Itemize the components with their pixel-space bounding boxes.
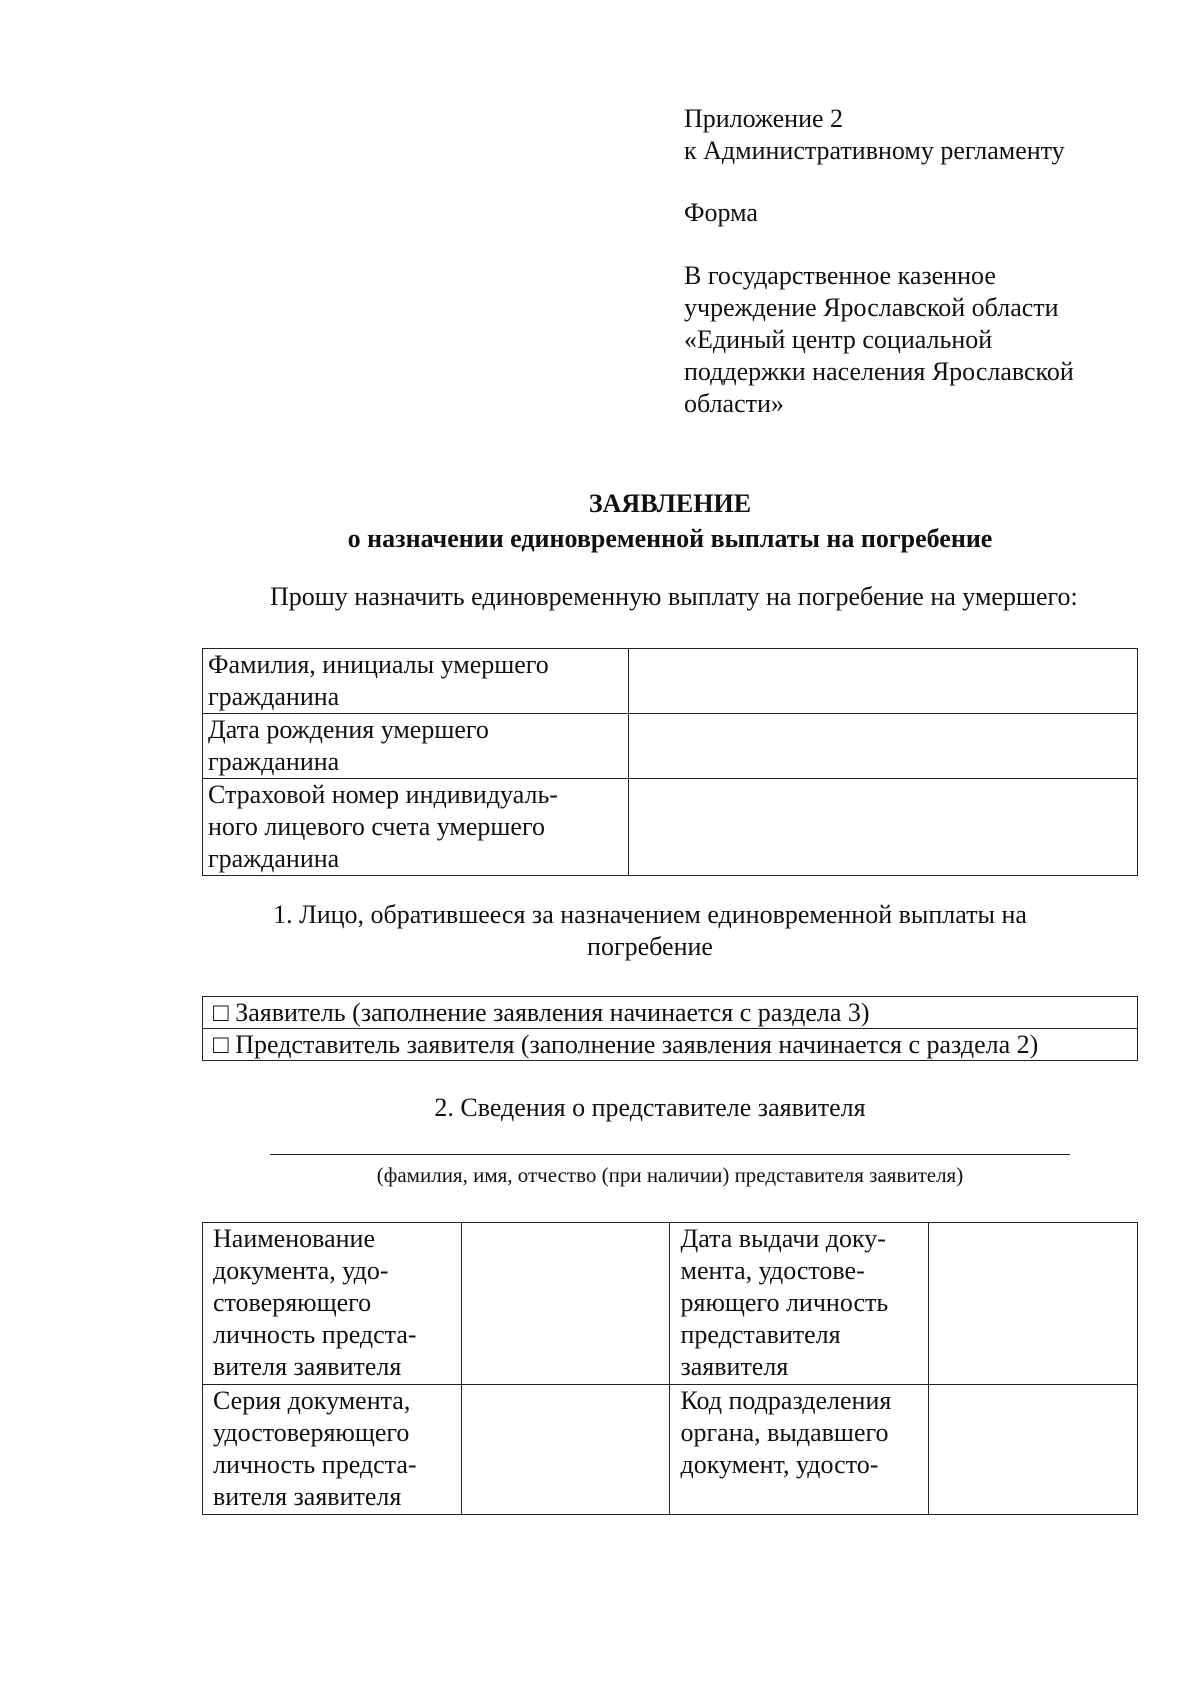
document-name-label: [203, 1223, 462, 1385]
label-line: документ, удосто-: [680, 1450, 879, 1479]
addressee-line: поддержки населения Ярославской: [684, 357, 1074, 386]
section1-title-line: 1. Лицо, обратившееся за назначением единовременной выплаты на: [273, 900, 1027, 929]
section2-title: 2. Сведения о представителе заявителя: [434, 1093, 866, 1122]
table-row: [203, 1385, 1138, 1515]
section1-title-line: погребение: [587, 932, 713, 961]
applicant-type-table: [202, 996, 1138, 1061]
intro-text: Прошу назначить единовременную выплату на погребение на умершего:: [270, 582, 1078, 611]
label-line: Код подразделения: [680, 1386, 892, 1415]
label-line: Страховой номер индивидуаль-: [208, 780, 558, 809]
document-issue-date-label: [670, 1223, 929, 1385]
document-series-field[interactable]: [461, 1385, 670, 1515]
addressee-line: «Единый центр социальной: [684, 325, 993, 354]
table-row: [203, 714, 1138, 779]
representative-name-field[interactable]: [270, 1154, 1070, 1155]
table-row: [203, 1029, 1138, 1061]
option-applicant[interactable]: [203, 997, 1138, 1029]
label-line: гражданина: [208, 682, 340, 711]
table-row: [203, 649, 1138, 714]
label-line: ного лицевого счета умершего: [208, 812, 545, 841]
representative-name-caption: (фамилия, имя, отчество (при наличии) представителя заявителя): [376, 1163, 964, 1187]
option-label: Заявитель (заполнение заявления начинается с раздела 3): [235, 998, 870, 1027]
form-label: Форма: [684, 198, 758, 227]
label-line: документа, удо-: [213, 1256, 389, 1285]
issuer-code-field[interactable]: [929, 1385, 1138, 1515]
label-line: вителя заявителя: [213, 1482, 402, 1511]
document-title: [0, 486, 1200, 556]
title-main: ЗАЯВЛЕНИЕ: [588, 489, 752, 518]
issuer-code-label: [670, 1385, 929, 1515]
deceased-name-label: [203, 649, 629, 714]
addressee: [684, 260, 1154, 420]
regulation-reference: к Административному регламенту: [684, 136, 1065, 165]
appendix-number: Приложение 2: [684, 104, 844, 133]
document-issue-date-field[interactable]: [929, 1223, 1138, 1385]
label-line: стоверяющего: [213, 1288, 372, 1317]
title-subtitle: о назначении единовременной выплаты на погребение: [347, 524, 993, 553]
table-row: [203, 1223, 1138, 1385]
section1-title: [0, 899, 1200, 963]
addressee-line: В государственное казенное: [684, 261, 996, 290]
addressee-line: учреждение Ярославской области: [684, 293, 1059, 322]
label-line: представителя: [680, 1320, 841, 1349]
option-representative[interactable]: [203, 1029, 1138, 1061]
representative-document-table: [202, 1222, 1138, 1515]
label-line: мента, удостове-: [680, 1256, 865, 1285]
label-line: гражданина: [208, 747, 340, 776]
label-line: Наименование: [213, 1224, 375, 1253]
label-line: Дата рождения умершего: [208, 715, 489, 744]
document-series-label: [203, 1385, 462, 1515]
table-row: [203, 997, 1138, 1029]
deceased-snils-field[interactable]: [629, 779, 1138, 876]
deceased-birthdate-label: [203, 714, 629, 779]
label-line: личность предста-: [213, 1450, 417, 1479]
addressee-line: области»: [684, 389, 784, 418]
label-line: личность предста-: [213, 1320, 417, 1349]
label-line: Фамилия, инициалы умершего: [208, 650, 549, 679]
label-line: Серия документа,: [213, 1386, 411, 1415]
label-line: Дата выдачи доку-: [680, 1224, 886, 1253]
label-line: заявителя: [680, 1352, 789, 1381]
checkbox-icon[interactable]: □: [213, 1030, 229, 1059]
label-line: гражданина: [208, 844, 340, 873]
header-block: [684, 103, 1154, 420]
deceased-name-field[interactable]: [629, 649, 1138, 714]
table-row: [203, 779, 1138, 876]
checkbox-icon[interactable]: □: [213, 998, 229, 1027]
document-name-field[interactable]: [461, 1223, 670, 1385]
option-label: Представитель заявителя (заполнение заявления начинается с раздела 2): [235, 1030, 1039, 1059]
label-line: ряющего личность: [680, 1288, 889, 1317]
deceased-info-table: [202, 648, 1138, 876]
label-line: вителя заявителя: [213, 1352, 402, 1381]
deceased-snils-label: [203, 779, 629, 876]
label-line: удостоверяющего: [213, 1418, 410, 1447]
label-line: органа, выдавшего: [680, 1418, 889, 1447]
deceased-birthdate-field[interactable]: [629, 714, 1138, 779]
